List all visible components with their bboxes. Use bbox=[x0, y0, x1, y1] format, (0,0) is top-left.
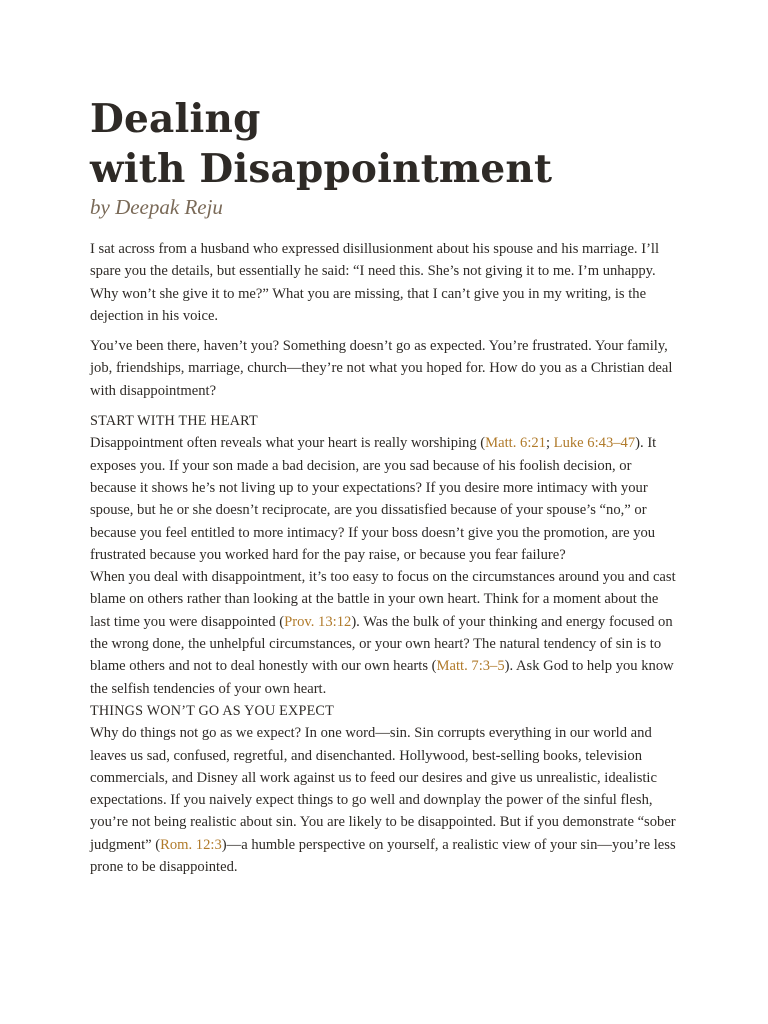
text-run: ). It exposes you. If your son made a bad decision, are you sad because of his foolish decision, or because it shows he’s not living up to your expectations? If you desire more intimacy with your spouse, but he or she doesn’t reciprocate, are you dissatisfied because of your spouse’s “no,” or because you feel entitled to more intimacy? If your boss doesn’t give you the promotion, are you frustrated because you worked hard for the pay raise, or because you fear failure? bbox=[90, 435, 657, 563]
section-heading-start-with-the-heart: START WITH THE HEART bbox=[90, 413, 258, 430]
text-run: ; bbox=[545, 435, 554, 452]
intro-paragraph-1: I sat across from a husband who expressed disillusionment about his spouse and his marriage. I’ll spare you the details, but essentially he said: “I need this. She’s not giving it to me. I’m unhappy. Why won’t she give it to me?” What you are missing, that I can’t give you in my writing, is the dejection in his voice. bbox=[90, 241, 660, 324]
text-run: Why do things not go as we expect? In one word—sin. Sin corrupts everything in our world and leaves us sad, confused, regretful, and disenchanted. Hollywood, best-selling books, television commercials, and Disney all work against us to feed our desires and give us unrealistic, idealistic expectations. If you naively expect things to go well and downplay the power of the sinful flesh, you’re not being realistic about sin. You are likely to be disappointed. But if you demonstrate “sober judgment” ( bbox=[90, 725, 676, 853]
text-run: )—a humble perspective on yourself, a realistic view of your sin—you’re less prone to be disappointed. bbox=[90, 836, 676, 876]
section1-paragraph-2 bbox=[90, 566, 680, 700]
scripture-link-luke-6-43[interactable]: Luke 6:43–47 bbox=[553, 435, 636, 452]
article-title bbox=[90, 94, 680, 194]
section2-paragraph-1 bbox=[90, 722, 680, 878]
text-run: ). Was the bulk of your thinking and energy focused on the wrong done, the unhelpful circumstances, or your own heart? The natural tendency of sin is to blame others and not to deal honestly with our own hearts ( bbox=[90, 613, 673, 675]
text-run: Disappointment often reveals what your heart is really worshiping ( bbox=[90, 435, 486, 452]
scripture-link-matt-7-3[interactable]: Matt. 7:3–5 bbox=[436, 658, 505, 675]
title-line-2: with Disappointment bbox=[90, 146, 553, 192]
text-run: When you deal with disappointment, it’s too easy to focus on the circumstances around you and cast blame on others rather than looking at the battle in your own heart. Think for a moment about the last time you were disappointed ( bbox=[90, 569, 676, 630]
section-heading-things-wont-go: THINGS WON’T GO AS YOU EXPECT bbox=[90, 702, 334, 719]
intro-paragraph-2: You’ve been there, haven’t you? Something doesn’t go as expected. You’re frustrated. Your family, job, friendships, marriage, church—they’re not what you hoped for. How do you as a Christian deal with disappointment? bbox=[90, 338, 673, 399]
scripture-link-matt-6-21[interactable]: Matt. 6:21 bbox=[485, 435, 546, 452]
scripture-link-rom-12-3[interactable]: Rom. 12:3 bbox=[160, 836, 222, 853]
scripture-link-prov-13-12[interactable]: Prov. 13:12 bbox=[284, 613, 352, 630]
section1-paragraph-1 bbox=[90, 432, 680, 566]
title-line-1: Dealing bbox=[90, 96, 261, 142]
article bbox=[90, 94, 680, 878]
byline: by Deepak Reju bbox=[90, 195, 223, 219]
text-run: ). Ask God to help you know the selfish tendencies of your own heart. bbox=[90, 658, 674, 697]
